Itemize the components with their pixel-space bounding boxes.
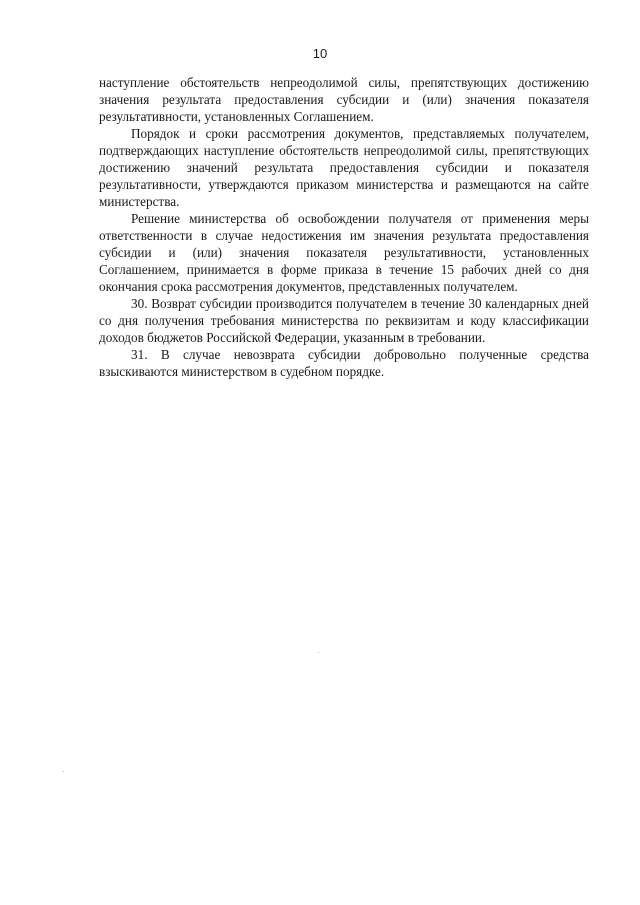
document-body	[99, 74, 589, 380]
paragraph-item-30: 30. Возврат субсидии производится получателем в течение 30 календарных дней со дня получения требования министерства по реквизитам и коду классификации доходов бюджетов Российской Федерации, указанным в требовании.	[99, 296, 589, 345]
scan-speck	[318, 652, 319, 653]
paragraph-exemption-decision: Решение министерства об освобождении получателя от применения меры ответственности в случае недостижения им значения результата предоставления субсидии и (или) значения показателя результативности, установленных Соглашением, принимается в форме приказа в течение 15 рабочих дней со дня окончания срока рассмотрения документов, представленных получателем.	[99, 211, 589, 294]
paragraph-continuation: наступление обстоятельств непреодолимой силы, препятствующих достижению значения результата предоставления субсидии и (или) значения показателя результативности, установленных Соглашением.	[99, 75, 589, 124]
paragraph-procedure-terms: Порядок и сроки рассмотрения документов, представляемых получателем, подтверждающих наступление обстоятельств непреодолимой силы, препятствующих достижению значений результата предоставления субсидии и показателя результативности, утверждаются приказом министерства и размещаются на сайте министерства.	[99, 126, 589, 209]
page-number: 10	[312, 46, 328, 61]
scan-speck	[63, 771, 64, 772]
paragraph-item-31: 31. В случае невозврата субсидии добровольно полученные средства взыскиваются министерством в судебном порядке.	[99, 347, 589, 379]
